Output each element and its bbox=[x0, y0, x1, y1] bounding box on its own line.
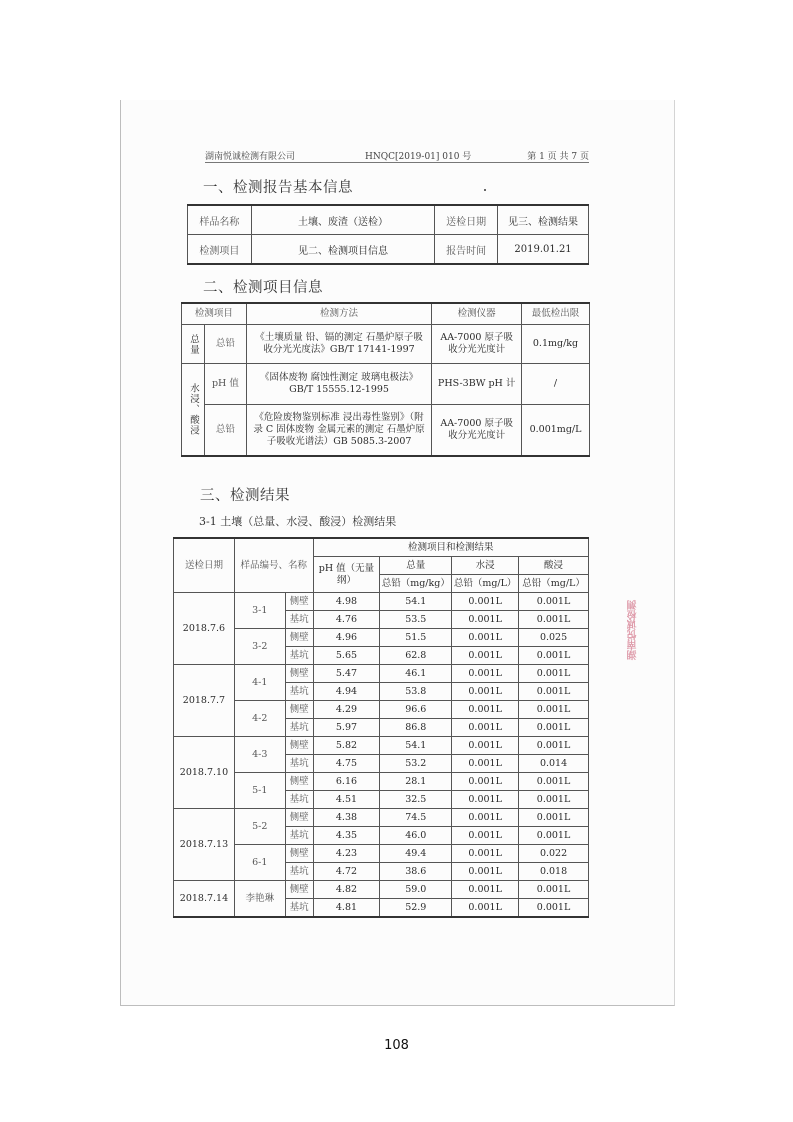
ph-cell: 5.65 bbox=[313, 647, 380, 665]
header-group: 检测项目和检测结果 bbox=[313, 538, 588, 557]
info-key: 样品名称 bbox=[188, 205, 252, 235]
acid-lead-cell: 0.025 bbox=[519, 629, 589, 647]
basic-info-table bbox=[187, 204, 589, 265]
info-value: 见三、检测结果 bbox=[498, 205, 589, 235]
report-header bbox=[205, 147, 589, 163]
ph-cell: 4.35 bbox=[313, 827, 380, 845]
water-lead-cell: 0.001L bbox=[452, 827, 519, 845]
total-lead-cell: 46.1 bbox=[380, 665, 452, 683]
total-lead-cell: 96.6 bbox=[380, 701, 452, 719]
ph-cell: 5.97 bbox=[313, 719, 380, 737]
section3-title: 三、检测结果 bbox=[200, 488, 290, 504]
acid-lead-cell: 0.001L bbox=[519, 809, 589, 827]
water-lead-cell: 0.001L bbox=[452, 737, 519, 755]
sample-id-cell: 4-1 bbox=[234, 665, 285, 701]
group-cell: 总量 bbox=[182, 325, 205, 364]
water-lead-cell: 0.001L bbox=[452, 701, 519, 719]
total-lead-cell: 28.1 bbox=[380, 773, 452, 791]
item-cell: 总铅 bbox=[204, 405, 246, 457]
instrument-cell: AA-7000 原子吸收分光光度计 bbox=[432, 405, 522, 457]
header-cell: 检测方法 bbox=[246, 303, 431, 325]
acid-lead-cell: 0.001L bbox=[519, 827, 589, 845]
header-cell: 检测仪器 bbox=[432, 303, 522, 325]
sample-id-cell: 4-3 bbox=[234, 737, 285, 773]
total-lead-cell: 53.5 bbox=[380, 611, 452, 629]
total-lead-cell: 46.0 bbox=[380, 827, 452, 845]
ph-cell: 4.75 bbox=[313, 755, 380, 773]
header-acid: 酸浸 bbox=[519, 557, 589, 575]
ph-cell: 4.51 bbox=[313, 791, 380, 809]
total-lead-cell: 32.5 bbox=[380, 791, 452, 809]
date-cell: 2018.7.10 bbox=[174, 737, 235, 809]
info-value: 见二、检测项目信息 bbox=[251, 235, 434, 265]
location-cell: 基坑 bbox=[285, 683, 313, 701]
ph-cell: 5.47 bbox=[313, 665, 380, 683]
acid-lead-cell: 0.014 bbox=[519, 755, 589, 773]
limit-cell: 0.001mg/L bbox=[522, 405, 590, 457]
ph-cell: 4.98 bbox=[313, 593, 380, 611]
test-item-row bbox=[182, 325, 590, 364]
page-number: 108 bbox=[384, 1038, 409, 1053]
ph-cell: 4.29 bbox=[313, 701, 380, 719]
location-cell: 基坑 bbox=[285, 827, 313, 845]
table-row bbox=[174, 665, 589, 683]
ph-cell: 4.38 bbox=[313, 809, 380, 827]
sample-id-cell: 5-1 bbox=[234, 773, 285, 809]
ph-cell: 5.82 bbox=[313, 737, 380, 755]
location-cell: 侧壁 bbox=[285, 665, 313, 683]
results-header-row bbox=[174, 538, 589, 557]
sample-id-cell: 3-1 bbox=[234, 593, 285, 629]
total-lead-cell: 53.8 bbox=[380, 683, 452, 701]
acid-lead-cell: 0.001L bbox=[519, 701, 589, 719]
info-value: 土壤、废渣（送检） bbox=[251, 205, 434, 235]
total-lead-cell: 86.8 bbox=[380, 719, 452, 737]
info-row bbox=[188, 205, 589, 235]
water-lead-cell: 0.001L bbox=[452, 629, 519, 647]
header-total: 总量 bbox=[380, 557, 452, 575]
location-cell: 侧壁 bbox=[285, 701, 313, 719]
ph-cell: 4.81 bbox=[313, 899, 380, 918]
location-cell: 基坑 bbox=[285, 899, 313, 918]
header-total-unit: 总铅（mg/kg） bbox=[380, 575, 452, 593]
acid-lead-cell: 0.001L bbox=[519, 665, 589, 683]
acid-lead-cell: 0.001L bbox=[519, 683, 589, 701]
sample-id-cell: 6-1 bbox=[234, 845, 285, 881]
location-cell: 侧壁 bbox=[285, 773, 313, 791]
test-item-row bbox=[182, 405, 590, 457]
total-lead-cell: 59.0 bbox=[380, 881, 452, 899]
ph-cell: 6.16 bbox=[313, 773, 380, 791]
location-cell: 基坑 bbox=[285, 647, 313, 665]
acid-lead-cell: 0.001L bbox=[519, 791, 589, 809]
ph-cell: 4.76 bbox=[313, 611, 380, 629]
sample-id-cell: 4-2 bbox=[234, 701, 285, 737]
location-cell: 基坑 bbox=[285, 719, 313, 737]
date-cell: 2018.7.6 bbox=[174, 593, 235, 665]
item-cell: 总铅 bbox=[204, 325, 246, 364]
water-lead-cell: 0.001L bbox=[452, 593, 519, 611]
section3-subtitle: 3-1 土壤（总量、水浸、酸浸）检测结果 bbox=[199, 515, 397, 528]
water-lead-cell: 0.001L bbox=[452, 881, 519, 899]
acid-lead-cell: 0.001L bbox=[519, 647, 589, 665]
info-key: 送检日期 bbox=[435, 205, 498, 235]
ph-cell: 4.96 bbox=[313, 629, 380, 647]
info-value: 2019.01.21 bbox=[498, 235, 589, 265]
limit-cell: / bbox=[522, 364, 590, 405]
water-lead-cell: 0.001L bbox=[452, 755, 519, 773]
total-lead-cell: 54.1 bbox=[380, 737, 452, 755]
total-lead-cell: 51.5 bbox=[380, 629, 452, 647]
acid-lead-cell: 0.001L bbox=[519, 881, 589, 899]
ph-cell: 4.72 bbox=[313, 863, 380, 881]
water-lead-cell: 0.001L bbox=[452, 773, 519, 791]
table-row bbox=[174, 809, 589, 827]
total-lead-cell: 62.8 bbox=[380, 647, 452, 665]
location-cell: 侧壁 bbox=[285, 737, 313, 755]
acid-lead-cell: 0.001L bbox=[519, 593, 589, 611]
method-cell: 《土壤质量 铅、镉的测定 石墨炉原子吸收分光光度法》GB/T 17141-1997 bbox=[246, 325, 431, 364]
acid-lead-cell: 0.001L bbox=[519, 899, 589, 918]
date-cell: 2018.7.14 bbox=[174, 881, 235, 918]
ph-cell: 4.23 bbox=[313, 845, 380, 863]
header-ph: pH 值（无量纲） bbox=[313, 557, 380, 593]
location-cell: 基坑 bbox=[285, 611, 313, 629]
header-water-unit: 总铅（mg/L） bbox=[452, 575, 519, 593]
seal-stamp: 湖南悦诚检测 bbox=[628, 600, 639, 660]
report-number: HNQC[2019-01] 010 号 bbox=[365, 152, 472, 162]
header-water: 水浸 bbox=[452, 557, 519, 575]
header-acid-unit: 总铅（mg/L） bbox=[519, 575, 589, 593]
acid-lead-cell: 0.001L bbox=[519, 737, 589, 755]
date-cell: 2018.7.7 bbox=[174, 665, 235, 737]
location-cell: 侧壁 bbox=[285, 881, 313, 899]
water-lead-cell: 0.001L bbox=[452, 683, 519, 701]
date-cell: 2018.7.13 bbox=[174, 809, 235, 881]
total-lead-cell: 52.9 bbox=[380, 899, 452, 918]
method-cell: 《固体废物 腐蚀性测定 玻璃电极法》GB/T 15555.12-1995 bbox=[246, 364, 431, 405]
sample-id-cell: 3-2 bbox=[234, 629, 285, 665]
info-key: 检测项目 bbox=[188, 235, 252, 265]
water-lead-cell: 0.001L bbox=[452, 611, 519, 629]
water-lead-cell: 0.001L bbox=[452, 809, 519, 827]
header-date: 送检日期 bbox=[174, 538, 235, 593]
location-cell: 侧壁 bbox=[285, 593, 313, 611]
acid-lead-cell: 0.001L bbox=[519, 719, 589, 737]
table-row bbox=[174, 845, 589, 863]
acid-lead-cell: 0.001L bbox=[519, 611, 589, 629]
acid-lead-cell: 0.018 bbox=[519, 863, 589, 881]
table-row bbox=[174, 593, 589, 611]
results-table bbox=[173, 537, 589, 918]
total-lead-cell: 38.6 bbox=[380, 863, 452, 881]
total-lead-cell: 74.5 bbox=[380, 809, 452, 827]
sample-id-cell: 5-2 bbox=[234, 809, 285, 845]
header-cell: 最低检出限 bbox=[522, 303, 590, 325]
water-lead-cell: 0.001L bbox=[452, 899, 519, 918]
table-row bbox=[174, 737, 589, 755]
water-lead-cell: 0.001L bbox=[452, 863, 519, 881]
table-row bbox=[174, 881, 589, 899]
location-cell: 侧壁 bbox=[285, 845, 313, 863]
water-lead-cell: 0.001L bbox=[452, 719, 519, 737]
company-name: 湖南悦诚检测有限公司 bbox=[205, 152, 296, 162]
table-row bbox=[174, 701, 589, 719]
instrument-cell: PHS-3BW pH 计 bbox=[432, 364, 522, 405]
location-cell: 侧壁 bbox=[285, 629, 313, 647]
section1-title: 一、检测报告基本信息 bbox=[203, 180, 353, 196]
water-lead-cell: 0.001L bbox=[452, 665, 519, 683]
page-info: 第 1 页 共 7 页 bbox=[527, 152, 589, 162]
table-row bbox=[174, 773, 589, 791]
water-lead-cell: 0.001L bbox=[452, 647, 519, 665]
info-row bbox=[188, 235, 589, 265]
info-key: 报告时间 bbox=[435, 235, 498, 265]
group-cell: 水浸、酸浸 bbox=[182, 364, 205, 457]
water-lead-cell: 0.001L bbox=[452, 845, 519, 863]
location-cell: 基坑 bbox=[285, 863, 313, 881]
total-lead-cell: 53.2 bbox=[380, 755, 452, 773]
header-sample: 样品编号、名称 bbox=[234, 538, 313, 593]
test-items-table bbox=[181, 302, 590, 457]
ph-cell: 4.94 bbox=[313, 683, 380, 701]
ph-cell: 4.82 bbox=[313, 881, 380, 899]
water-lead-cell: 0.001L bbox=[452, 791, 519, 809]
speck bbox=[484, 189, 486, 191]
section2-title: 二、检测项目信息 bbox=[203, 280, 323, 296]
sample-id-cell: 李艳琳 bbox=[234, 881, 285, 918]
location-cell: 基坑 bbox=[285, 755, 313, 773]
limit-cell: 0.1mg/kg bbox=[522, 325, 590, 364]
table-header-row bbox=[182, 303, 590, 325]
total-lead-cell: 49.4 bbox=[380, 845, 452, 863]
item-cell: pH 值 bbox=[204, 364, 246, 405]
test-item-row bbox=[182, 364, 590, 405]
acid-lead-cell: 0.001L bbox=[519, 773, 589, 791]
table-row bbox=[174, 629, 589, 647]
acid-lead-cell: 0.022 bbox=[519, 845, 589, 863]
header-item: 检测项目 bbox=[182, 303, 247, 325]
location-cell: 基坑 bbox=[285, 791, 313, 809]
total-lead-cell: 54.1 bbox=[380, 593, 452, 611]
method-cell: 《危险废物鉴别标准 浸出毒性鉴别》（附录 C 固体废物 金属元素的测定 石墨炉原子吸收光谱法）GB 5085.3-2007 bbox=[246, 405, 431, 457]
location-cell: 侧壁 bbox=[285, 809, 313, 827]
instrument-cell: AA-7000 原子吸收分光光度计 bbox=[432, 325, 522, 364]
